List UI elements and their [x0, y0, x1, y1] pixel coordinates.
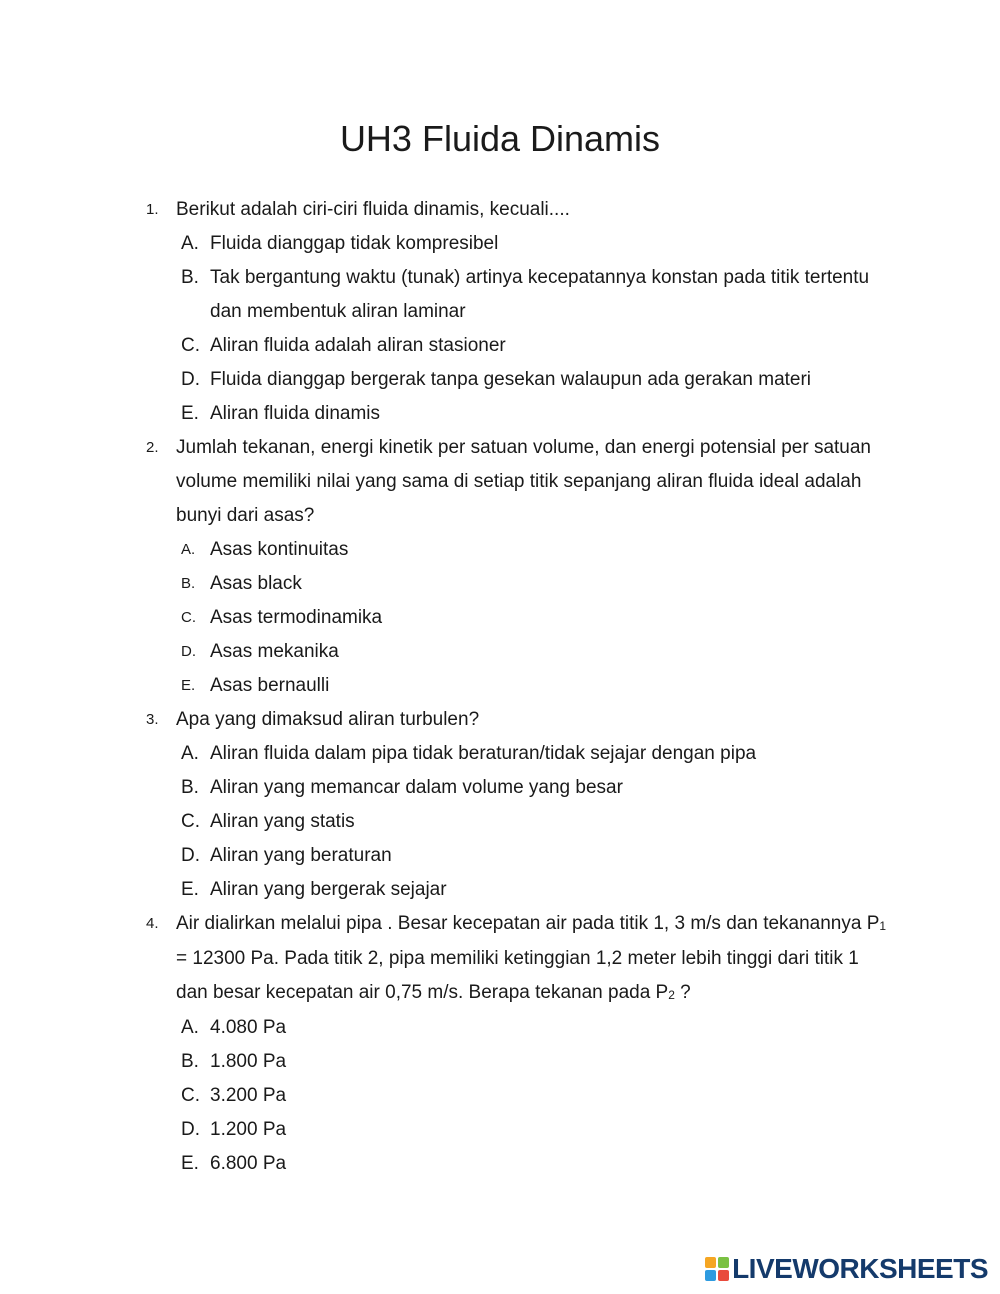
- option-letter: D.: [181, 1119, 200, 1140]
- page-title: UH3 Fluida Dinamis: [339, 118, 661, 159]
- question-text-part: Air dialirkan melalui pipa . Besar kecepatan air pada titik 1, 3 m/s dan tekanannya P: [176, 913, 880, 934]
- option-letter: C.: [181, 1085, 200, 1106]
- option-text: Aliran yang memancar dalam volume yang besar: [210, 777, 623, 798]
- option-b[interactable]: [0, 567, 1000, 601]
- option-text: Fluida dianggap bergerak tanpa gesekan walaupun ada gerakan materi: [210, 369, 812, 390]
- option-letter: B.: [181, 1051, 199, 1072]
- option-c[interactable]: [0, 329, 1000, 363]
- option-text: Aliran yang bergerak sejajar: [210, 879, 447, 900]
- option-text: 3.200 Pa: [210, 1085, 287, 1106]
- option-text: Fluida dianggap tidak kompresibel: [210, 233, 499, 254]
- option-letter: B.: [181, 777, 199, 798]
- option-letter: D.: [181, 369, 200, 390]
- question-number: 3.: [146, 711, 159, 728]
- option-text: Asas kontinuitas: [210, 539, 349, 560]
- option-d[interactable]: [0, 1113, 1000, 1147]
- option-a[interactable]: [0, 533, 1000, 567]
- option-letter: C.: [181, 609, 196, 626]
- option-letter: C.: [181, 335, 200, 356]
- option-b[interactable]: [0, 771, 1000, 805]
- option-text: Aliran fluida dinamis: [210, 403, 381, 424]
- option-e[interactable]: [0, 669, 1000, 703]
- option-c[interactable]: [0, 601, 1000, 635]
- question-text: Jumlah tekanan, energi kinetik per satuan volume, dan energi potensial per satuan volume memiliki nilai yang sama di setiap titik sepanjang aliran fluida ideal adalah bunyi dari asas?: [176, 437, 871, 526]
- option-a[interactable]: [0, 737, 1000, 771]
- question-1: [0, 193, 1000, 431]
- option-text: 4.080 Pa: [210, 1017, 287, 1038]
- question-2: [0, 431, 1000, 703]
- question-text: Apa yang dimaksud aliran turbulen?: [176, 709, 480, 730]
- option-a[interactable]: [0, 1011, 1000, 1045]
- question-text: [176, 907, 888, 1011]
- question-number: 2.: [146, 439, 159, 456]
- option-c[interactable]: [0, 805, 1000, 839]
- question-text-part: = 12300 Pa. Pada titik 2, pipa memiliki ketinggian 1,2 meter lebih tinggi dari titik 1 dan besar kecepatan air 0,75 m/s. Berapa tekanan pada P: [176, 948, 859, 1003]
- option-letter: E.: [181, 1153, 199, 1174]
- option-text: Aliran fluida dalam pipa tidak beraturan/tidak sejajar dengan pipa: [210, 743, 757, 764]
- question-number: 1.: [146, 201, 159, 218]
- option-letter: E.: [181, 879, 199, 900]
- liveworksheets-logo-icon: [705, 1257, 729, 1281]
- option-letter: A.: [181, 233, 199, 254]
- subscript-2: 2: [668, 988, 675, 1002]
- option-text: Asas termodinamika: [210, 607, 383, 628]
- option-text: Asas mekanika: [210, 641, 339, 662]
- option-d[interactable]: [0, 635, 1000, 669]
- option-text: Asas bernaulli: [210, 675, 330, 696]
- question-list: [0, 193, 1000, 1181]
- option-text: 1.200 Pa: [210, 1119, 287, 1140]
- option-text: 6.800 Pa: [210, 1153, 287, 1174]
- option-letter: C.: [181, 811, 200, 832]
- option-letter: E.: [181, 403, 199, 424]
- option-letter: A.: [181, 541, 196, 558]
- option-c[interactable]: [0, 1079, 1000, 1113]
- option-letter: E.: [181, 677, 196, 694]
- subscript-1: 1: [879, 919, 887, 933]
- option-text: Aliran fluida adalah aliran stasioner: [210, 335, 506, 356]
- option-text: 1.800 Pa: [210, 1051, 287, 1072]
- question-4: [0, 907, 1000, 1181]
- brand-name: LIVEWORKSHEETS: [732, 1253, 988, 1284]
- option-letter: D.: [181, 845, 200, 866]
- option-letter: B.: [181, 575, 196, 592]
- option-letter: A.: [181, 743, 199, 764]
- option-e[interactable]: [0, 397, 1000, 431]
- option-b[interactable]: [0, 261, 1000, 329]
- question-text-part: ?: [674, 982, 691, 1003]
- option-a[interactable]: [0, 227, 1000, 261]
- option-b[interactable]: [0, 1045, 1000, 1079]
- liveworksheets-branding[interactable]: [705, 1252, 988, 1286]
- question-text: Berikut adalah ciri-ciri fluida dinamis, kecuali....: [176, 199, 570, 220]
- option-letter: B.: [181, 267, 199, 288]
- option-text: Tak bergantung waktu (tunak) artinya kecepatannya konstan pada titik tertentu dan membentuk aliran laminar: [210, 267, 870, 322]
- option-text: Aliran yang beraturan: [210, 845, 392, 866]
- option-e[interactable]: [0, 1147, 1000, 1181]
- question-number: 4.: [146, 915, 159, 932]
- option-text: Asas black: [210, 573, 302, 594]
- option-d[interactable]: [0, 839, 1000, 873]
- option-letter: D.: [181, 643, 196, 660]
- option-d[interactable]: [0, 363, 1000, 397]
- option-text: Aliran yang statis: [210, 811, 355, 832]
- option-e[interactable]: [0, 873, 1000, 907]
- option-letter: A.: [181, 1017, 199, 1038]
- question-3: [0, 703, 1000, 907]
